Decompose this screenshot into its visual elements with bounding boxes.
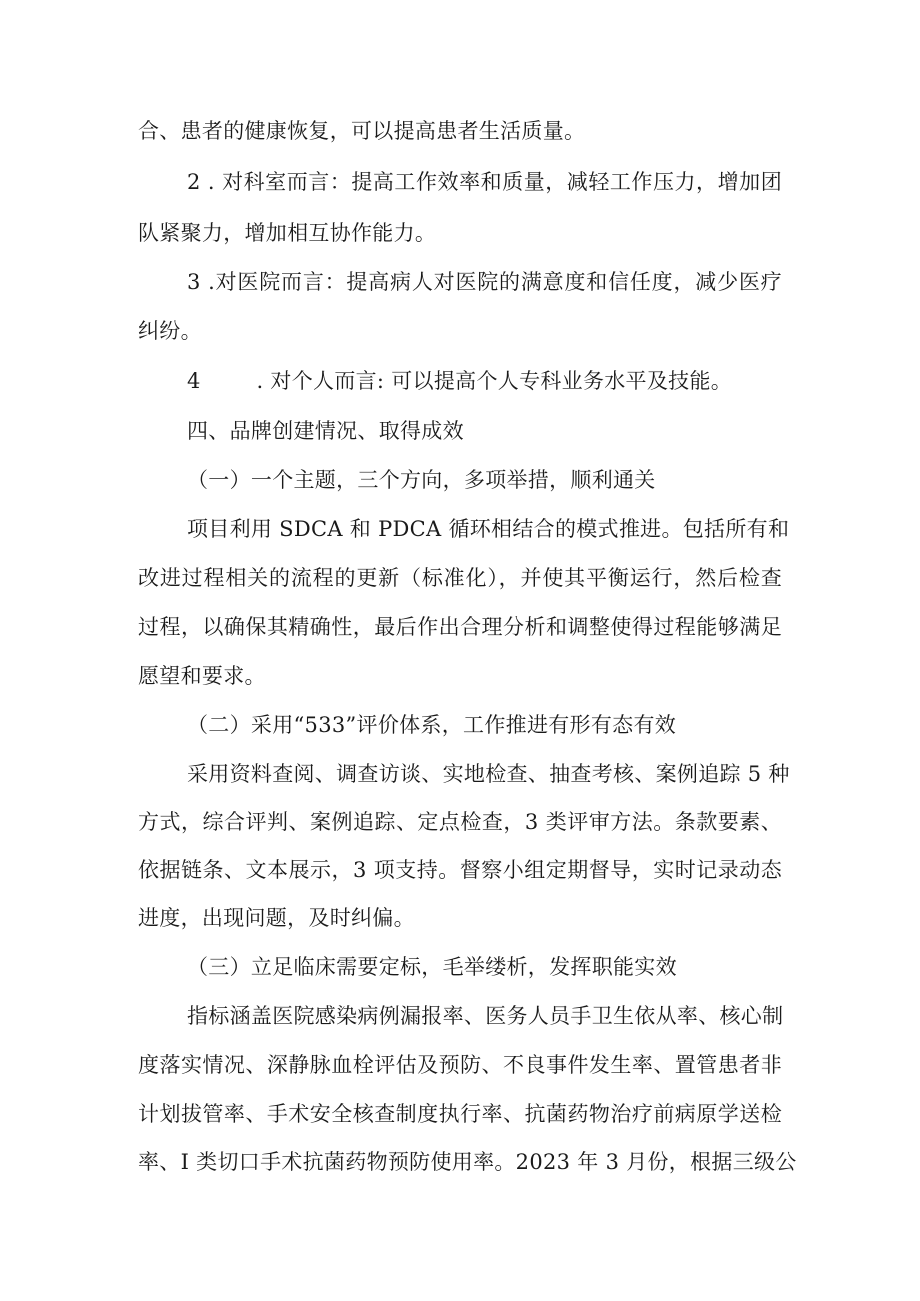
section-heading: 四、品牌创建情况、取得成效 [187,419,464,443]
paragraph-line: 计划拔管率、手术安全核查制度执行率、抗菌药物治疗前病原学送检 [138,1102,782,1126]
paragraph-line: 改进过程相关的流程的更新（标准化），并使其平衡运行，然后检查 [138,566,782,590]
list-item-4-line: 4 . 对个人而言: 可以提高个人专科业务水平及技能。 [187,369,733,393]
list-item-3-line: 纠纷。 [138,319,202,343]
paragraph-line: 方式，综合评判、案例追踪、定点检查，3 类评审方法。条款要素、 [138,810,782,834]
paragraph-line: 率、I 类切口手术抗菌药物预防使用率。2023 年 3 月份，根据三级公 [138,1150,797,1174]
paragraph-line: 愿望和要求。 [138,664,266,688]
paragraph-line: 采用资料查阅、调查访谈、实地检查、抽查考核、案例追踪 5 种 [187,762,790,786]
subsection-heading: （三）立足临床需要定标，毛举缕析，发挥职能实效 [187,955,677,979]
paragraph-line: 进度，出现问题，及时纠偏。 [138,906,415,930]
list-item-3-line: 3 .对医院而言：提高病人对医院的满意度和信任度，减少医疗 [187,270,782,294]
list-item-2-line: 队紧聚力，增加相互协作能力。 [138,221,437,245]
paragraph-line: 指标涵盖医院感染病例漏报率、医务人员手卫生依从率、核心制 [187,1004,784,1028]
subsection-heading: （二）采用“533”评价体系，工作推进有形有态有效 [187,713,677,737]
paragraph-line: 项目利用 SDCA 和 PDCA 循环相结合的模式推进。包括所有和 [187,517,790,541]
list-item-2-line: 2 . 对科室而言：提高工作效率和质量，减轻工作压力，增加团 [187,170,782,194]
paragraph-line: 度落实情况、深静脉血栓评估及预防、不良事件发生率、置管患者非 [138,1053,782,1077]
paragraph-line: 过程，以确保其精确性，最后作出合理分析和调整使得过程能够满足 [138,615,782,639]
subsection-heading: （一）一个主题，三个方向，多项举措，顺利通关 [187,468,656,492]
paragraph-line: 合、患者的健康恢复，可以提高患者生活质量。 [138,119,586,143]
paragraph-line: 依据链条、文本展示，3 项支持。督察小组定期督导，实时记录动态 [138,858,782,882]
